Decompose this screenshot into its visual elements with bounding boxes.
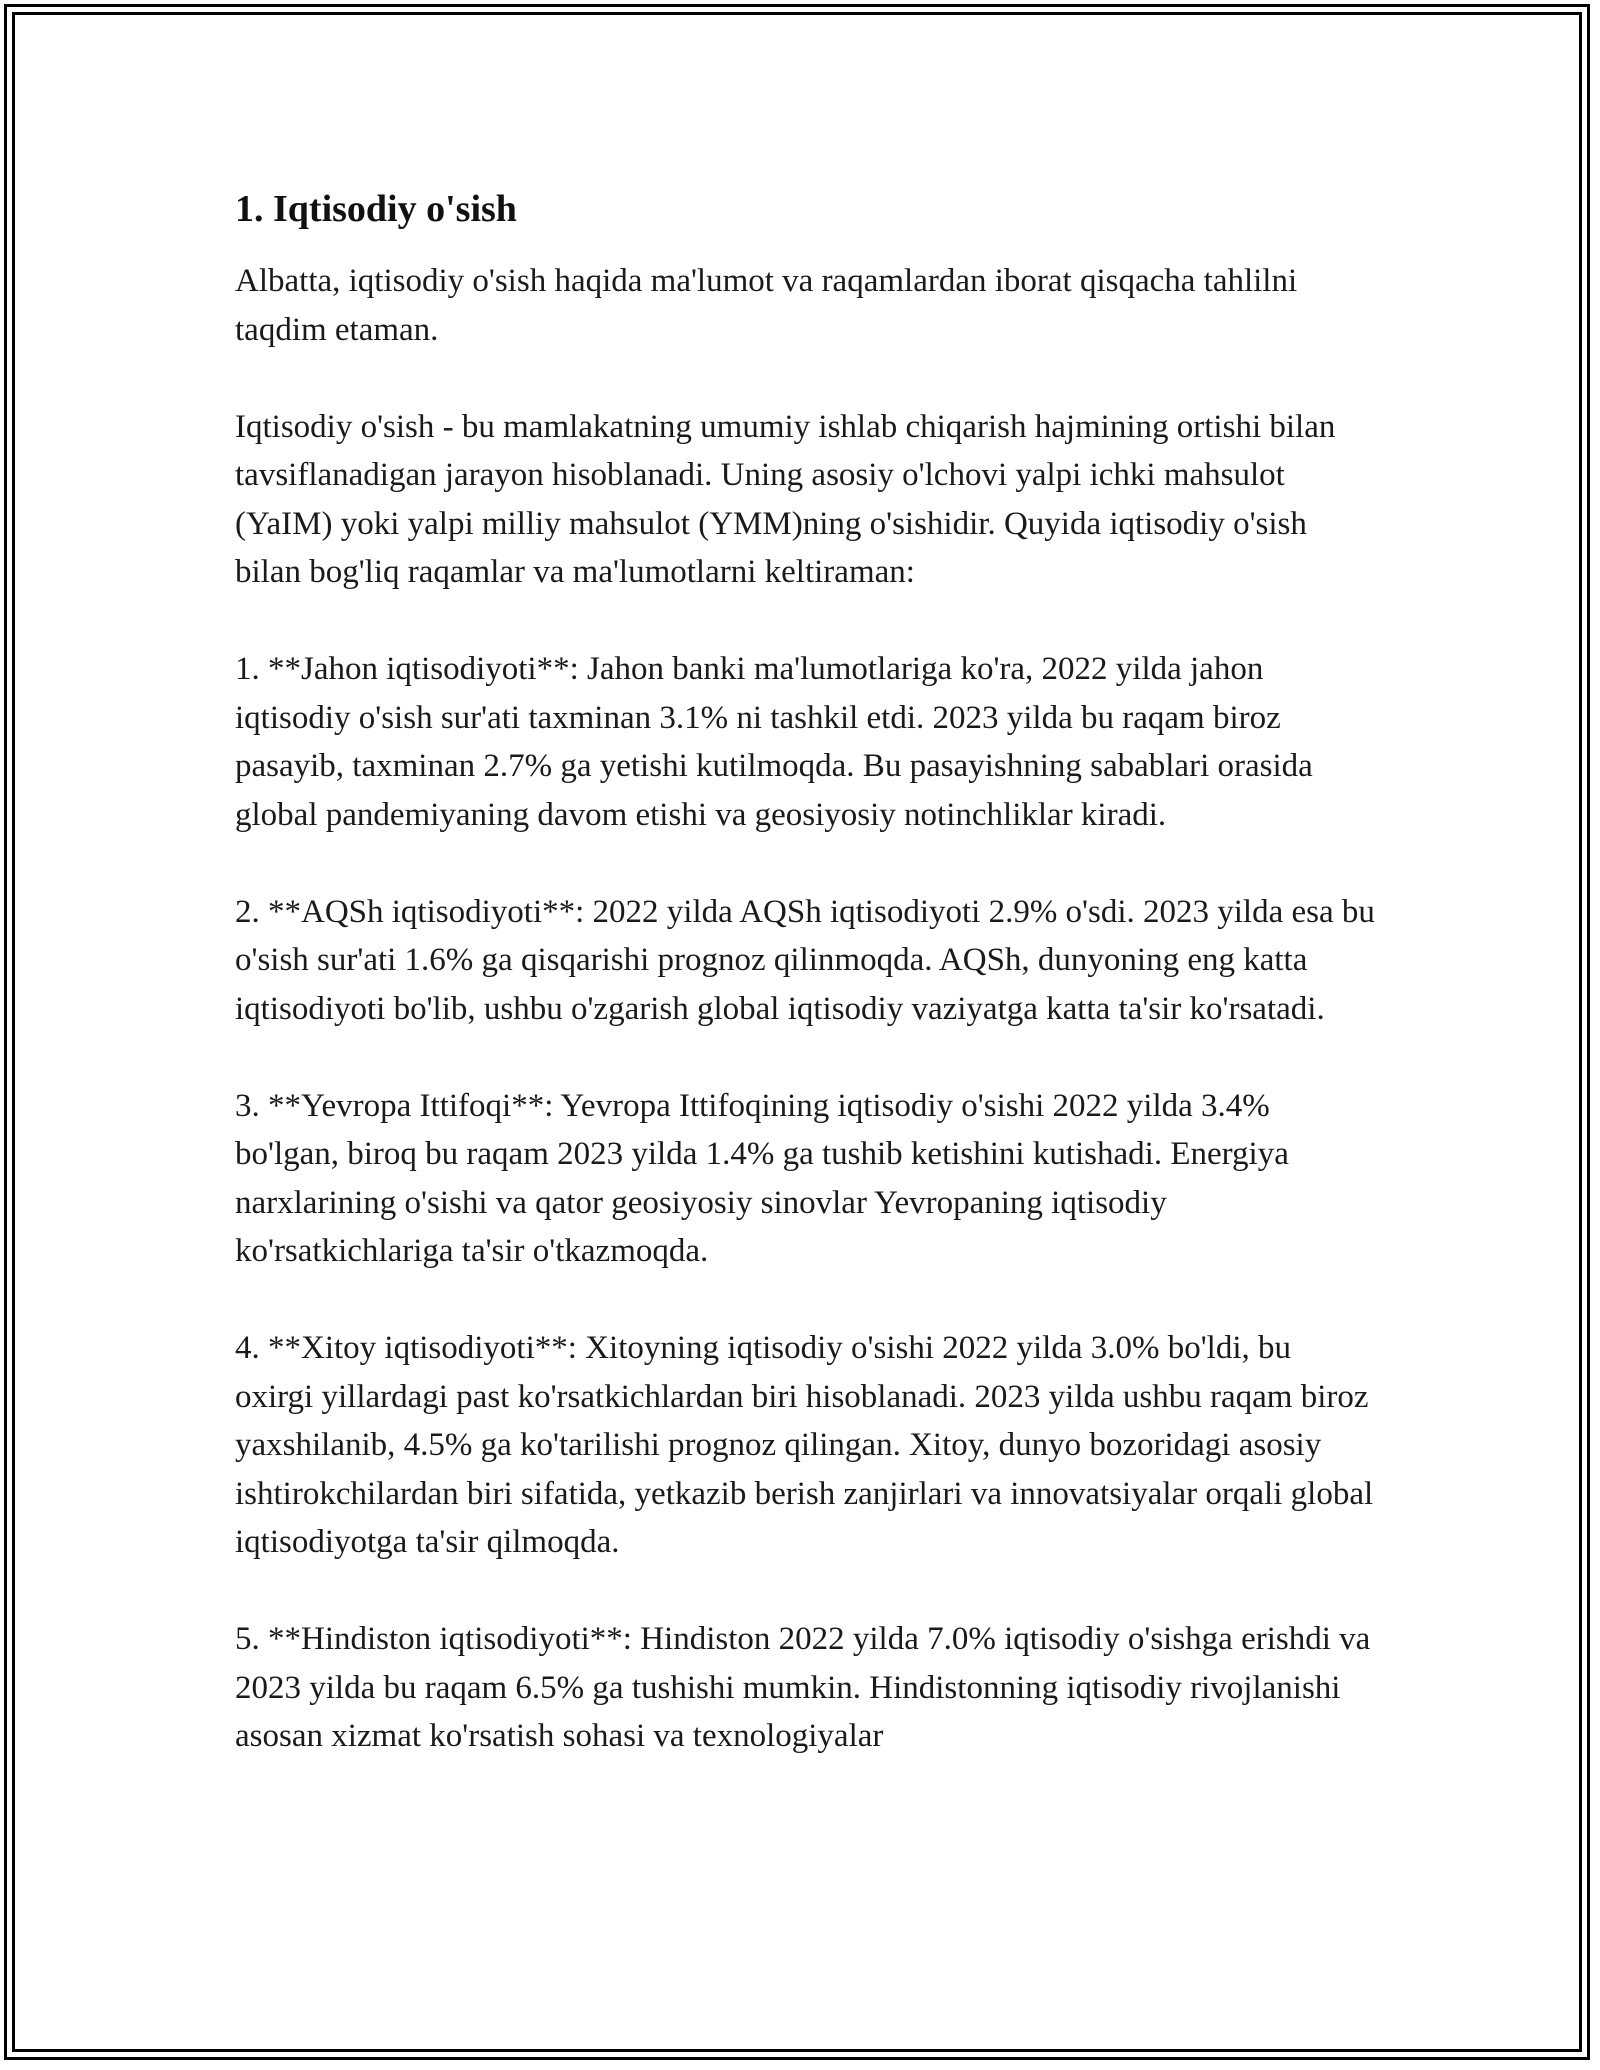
list-item-eu-economy: 3. **Yevropa Ittifoqi**: Yevropa Ittifoqining iqtisodiy o'sishi 2022 yilda 3.4% bo'lgan, biroq bu raqam 2023 yilda 1.4% ga tushib ketishini kutishadi. Energiya narxlarining o'sishi va qator geosiyosiy sinovlar Yevropaning iqtisodiy ko'rsatkichlariga ta'sir o'tkazmoqda. bbox=[235, 1087, 1289, 1269]
section-heading: 1. Iqtisodiy o'sish bbox=[235, 188, 517, 230]
intro-paragraph: Albatta, iqtisodiy o'sish haqida ma'lumot va raqamlardan iborat qisqacha tahlilni taqdim etaman. bbox=[235, 263, 1298, 348]
list-item-world-economy: 1. **Jahon iqtisodiyoti**: Jahon banki ma'lumotlariga ko'ra, 2022 yilda jahon iqtisodiy o'sish sur'ati taxminan 3.1% ni tashkil etdi. 2023 yilda bu raqam biroz pasayib, taxminan 2.7% ga yetishi kutilmoqda. Bu pasayishning sabablari orasida global pandemiyaning davom etishi va geosiyosiy notinchliklar kiradi. bbox=[235, 651, 1313, 833]
document-body bbox=[235, 185, 1375, 1809]
list-item-china-economy: 4. **Xitoy iqtisodiyoti**: Xitoyning iqtisodiy o'sishi 2022 yilda 3.0% bo'ldi, bu oxirgi yillardagi past ko'rsatkichlardan biri hisoblanadi. 2023 yilda ushbu raqam biroz yaxshilanib, 4.5% ga ko'tarilishi prognoz qilingan. Xitoy, dunyo bozoridagi asosiy ishtirokchilardan biri sifatida, yetkazib berish zanjirlari va innovatsiyalar orqali global iqtisodiyotga ta'sir qilmoqda. bbox=[235, 1330, 1374, 1560]
definition-paragraph: Iqtisodiy o'sish - bu mamlakatning umumiy ishlab chiqarish hajmining ortishi bilan tavsiflanadigan jarayon hisoblanadi. Uning asosiy o'lchovi yalpi ichki mahsulot (YaIM) yoki yalpi milliy mahsulot (YMM)ning o'sishidir. Quyida iqtisodiy o'sish bilan bog'liq raqamlar va ma'lumotlarni keltiraman: bbox=[235, 408, 1336, 590]
list-item-india-economy: 5. **Hindiston iqtisodiyoti**: Hindiston 2022 yilda 7.0% iqtisodiy o'sishga erishdi va 2023 yilda bu raqam 6.5% ga tushishi mumkin. Hindistonning iqtisodiy rivojlanishi asosan xizmat ko'rsatish sohasi va texnologiyalar bbox=[235, 1621, 1371, 1754]
list-item-usa-economy: 2. **AQSh iqtisodiyoti**: 2022 yilda AQSh iqtisodiyoti 2.9% o'sdi. 2023 yilda esa bu o'sish sur'ati 1.6% ga qisqarishi prognoz qilinmoqda. AQSh, dunyoning eng katta iqtisodiyoti bo'lib, ushbu o'zgarish global iqtisodiy vaziyatga katta ta'sir ko'rsatadi. bbox=[235, 893, 1375, 1027]
